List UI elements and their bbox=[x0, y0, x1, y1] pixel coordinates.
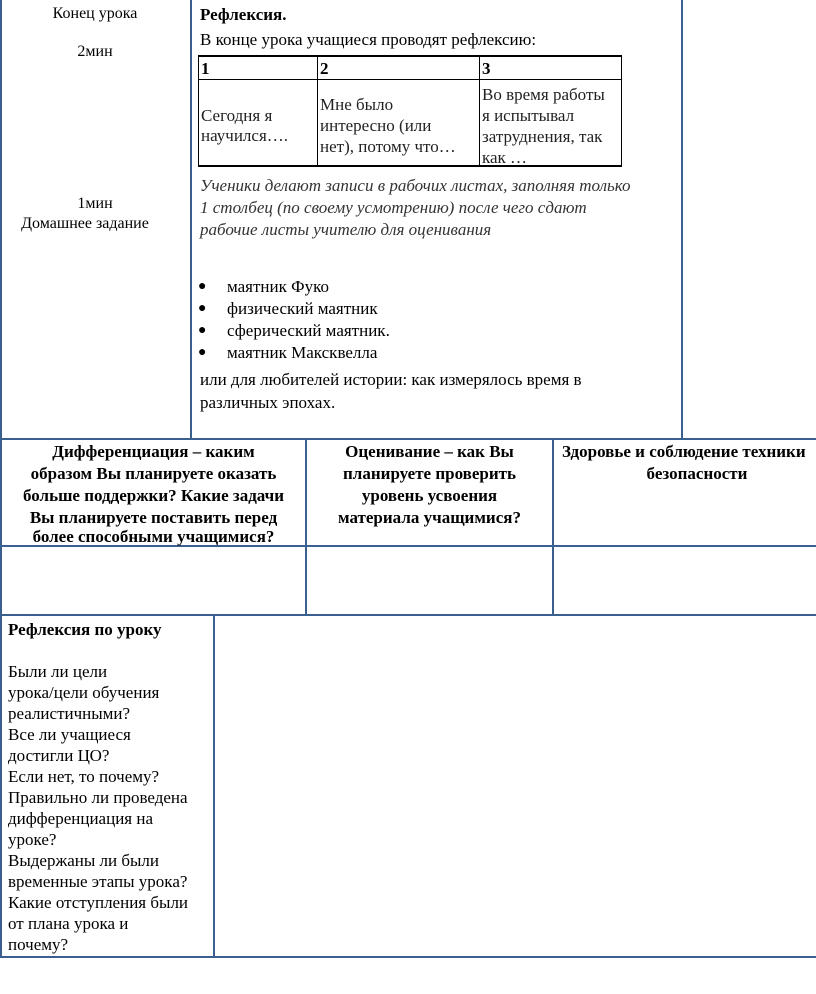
table-cell-2-line1: Мне было bbox=[320, 95, 394, 114]
duration-2min: 2мин bbox=[77, 43, 113, 60]
table-cell-3-line2: я испытывал bbox=[482, 106, 575, 125]
duration-1min: 1мин bbox=[77, 195, 113, 212]
bullet-dot: ● bbox=[198, 323, 207, 338]
lesson-end-label: Конец урока bbox=[52, 5, 138, 22]
table-cell-3-line4: как … bbox=[482, 148, 528, 167]
note-line-2: 1 столбец (по своему усмотрению) после чего сдают bbox=[200, 198, 587, 217]
border-col1-top bbox=[190, 0, 192, 440]
border-row3 bbox=[0, 614, 816, 616]
table-header-2: 2 bbox=[320, 59, 329, 78]
table-cell-3-line3: затруднения, так bbox=[482, 127, 603, 146]
reflection-title: Рефлексия. bbox=[200, 5, 287, 24]
border-bottom-mid bbox=[213, 614, 215, 958]
lesson-reflection-title: Рефлексия по уроку bbox=[8, 620, 162, 639]
bullet-item: маятник Фуко bbox=[227, 277, 329, 296]
table-cell-1-line2: научился…. bbox=[201, 126, 289, 145]
bullet-item: маятник Максквелла bbox=[227, 343, 378, 362]
table-cell-2-line3: нет), потому что… bbox=[320, 137, 456, 156]
homework-label: Домашнее задание bbox=[21, 215, 149, 232]
note-line-1: Ученики делают записи в рабочих листах, заполняя только bbox=[200, 176, 631, 195]
note-line-3: рабочие листы учителю для оценивания bbox=[200, 220, 492, 239]
table-cell-1-line1: Сегодня я bbox=[201, 106, 273, 125]
bullet-dot: ● bbox=[198, 345, 207, 360]
health-header: Здоровье и соблюдение техники безопасности bbox=[562, 442, 806, 483]
table-cell-3-line1: Во время работы bbox=[482, 85, 605, 104]
border-bottom bbox=[0, 956, 816, 958]
table-header-1: 1 bbox=[201, 59, 210, 78]
bullet-dot: ● bbox=[198, 301, 207, 316]
history-line-1: или для любителей истории: как измерялось время в bbox=[200, 370, 582, 389]
history-line-2: различных эпохах. bbox=[200, 393, 336, 412]
bullet-dot: ● bbox=[198, 279, 207, 294]
reflection-intro: В конце урока учащиеся проводят рефлексию: bbox=[200, 30, 537, 49]
bullet-item: сферический маятник. bbox=[227, 321, 390, 340]
table-cell-2-line2: интересно (или bbox=[320, 116, 432, 135]
bullet-item: физический маятник bbox=[227, 299, 378, 318]
table-header-3: 3 bbox=[482, 59, 491, 78]
border-left-bottom bbox=[0, 614, 2, 958]
